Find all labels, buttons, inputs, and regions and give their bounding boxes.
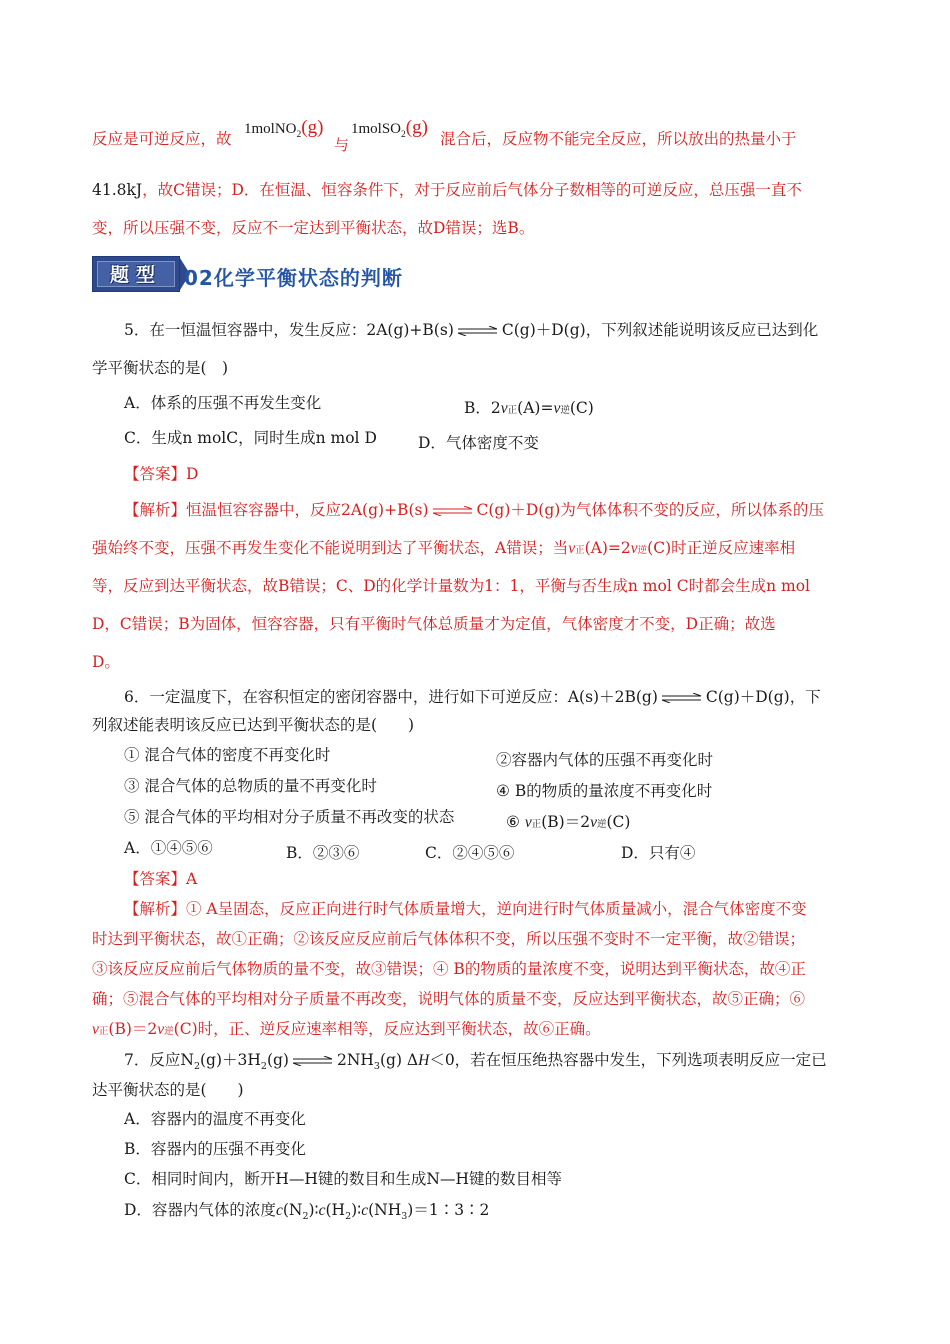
q6-exp5-post: (C)时，正、逆反应速率相等，反应达到平衡状态，故⑥正确。 (173, 1020, 601, 1038)
q7-stem-line-1 (124, 1053, 827, 1072)
subscript: 2 (302, 1211, 309, 1223)
equilibrium-arrow-icon (432, 506, 474, 516)
intro-line-1-post: 混合后，反应物不能完全反应，所以放出的热量小于 (440, 130, 797, 148)
q5-explanation-line-1 (124, 503, 824, 519)
q5-exp1-a: 【解析】恒温恒容容器中，反应2A(g)+B(s) (124, 501, 429, 519)
q5-explanation-line-2 (92, 541, 795, 557)
subscript: 正 (98, 1026, 109, 1037)
q6-item-2: ②容器内气体的压强不再变化时 (496, 751, 714, 769)
q7-optd-p2: (H (325, 1201, 346, 1219)
rate-symbol: v (630, 540, 638, 557)
q6-stem-line-2: 列叙述能表明该反应已达到平衡状态的是( ) (92, 716, 415, 734)
rate-symbol: v (92, 1021, 99, 1038)
q5-explanation-line-4: D，C错误；B为固体，恒容容器，只有平衡时气体总质量才为定值，气体密度才不变，D正确；故选 (92, 615, 776, 633)
state-g: (g) (301, 117, 324, 138)
subscript: 逆 (164, 1026, 174, 1037)
equilibrium-arrow-icon (661, 693, 703, 703)
q6-stem-a: 6．一定温度下，在容积恒定的密闭容器中，进行如下可逆反应：A(s)＋2B(g) (124, 688, 658, 706)
q7-optd-p1b: )∶ (308, 1201, 319, 1219)
formula-so2-text: 1molSO (351, 121, 402, 137)
subscript: 2 (296, 130, 302, 140)
q5-optb-pre: B．2 (464, 399, 501, 417)
section-badge (92, 256, 180, 292)
q6-option-c[interactable]: C．②④⑤⑥ (425, 844, 515, 862)
subscript: 2 (345, 1211, 352, 1223)
q5-explanation-line-3: 等，反应到达平衡状态，故B错误；C、D的化学计量数为1：1，平衡与否生成n mol C时都会生成n mol (92, 577, 810, 595)
rate-symbol: v (568, 540, 576, 557)
formula-no2 (244, 117, 323, 140)
equilibrium-arrow-icon (457, 326, 499, 336)
q6-item-3: ③ 混合气体的总物质的量不再变化时 (124, 777, 377, 795)
subscript: 逆 (637, 545, 648, 556)
q5-optb-mid: (A)= (517, 399, 554, 417)
q7-option-a[interactable]: A．容器内的温度不再变化 (124, 1110, 306, 1128)
q7-stem-a: 7．反应N (124, 1051, 194, 1069)
subscript: 逆 (560, 405, 570, 416)
q6-option-b[interactable]: B．②③⑥ (286, 844, 360, 862)
q5-option-c[interactable]: C．生成n molC，同时生成n mol D (124, 429, 377, 447)
rate-symbol: v (553, 400, 561, 417)
q5-exp2-mid: (A)=2 (584, 539, 631, 557)
q7-option-c[interactable]: C．相同时间内，断开H—H键的数目和生成N—H键的数目相等 (124, 1170, 562, 1188)
q7-stem-b: (g)＋3H (199, 1051, 261, 1069)
q6-exp5-mid: (B)＝2 (108, 1020, 158, 1038)
q5-stem-b: C(g)＋D(g)，下列叙述能说明该反应已达到化 (501, 321, 819, 339)
q5-explanation-line-5: D。 (92, 653, 120, 671)
q5-option-a[interactable]: A．体系的压强不再发生变化 (124, 394, 322, 412)
q7-optd-post: )＝1∶3∶2 (407, 1201, 490, 1219)
q7-optd-p1: (N (282, 1201, 303, 1219)
q7-optd-p2b: )∶ (351, 1201, 362, 1219)
concentration-symbol: c (275, 1202, 283, 1219)
q5-exp2-b: (C)时正逆反应速率相 (647, 539, 796, 557)
q6-option-d[interactable]: D．只有④ (621, 844, 696, 862)
q7-stem-line-2: 达平衡状态的是( ) (92, 1081, 244, 1099)
q6-option-a[interactable]: A．①④⑤⑥ (124, 839, 213, 857)
q6-answer: 【答案】A (124, 870, 198, 888)
q6-explanation-line-4: 确；⑤混合气体的平均相对分子质量不再改变，说明气体的质量不变，反应达到平衡状态，故⑤正确；⑥ (92, 990, 806, 1008)
q7-stem-c: (g) (266, 1051, 289, 1069)
subscript: 逆 (596, 819, 607, 830)
q5-stem-line-2: 学平衡状态的是( ) (92, 359, 229, 377)
subscript: 2 (260, 1061, 267, 1073)
q7-option-b[interactable]: B．容器内的压强不再变化 (124, 1140, 306, 1158)
q7-stem-f: ＜0，若在恒压绝热容器中发生，下列选项表明反应一定已 (429, 1051, 827, 1069)
intro-line-1-pre: 反应是可逆反应，故 (92, 130, 232, 148)
q6-i6-post: (C) (606, 813, 631, 831)
q5-exp1-b: C(g)＋D(g)为气体体积不变的反应，所以体系的压 (476, 501, 824, 519)
intro-line-2 (92, 183, 802, 199)
intro-line-2-text: ，故C错误；D．在恒温、恒容条件下，对于反应前后气体分子数相等的可逆反应，总压强一直不 (142, 181, 802, 199)
q6-item-6 (506, 810, 630, 832)
section-number: 02 (184, 266, 214, 290)
section-title (184, 262, 403, 291)
formula-so2 (351, 117, 428, 140)
rate-symbol: v (524, 814, 532, 831)
q5-stem-line-1 (124, 323, 818, 339)
q7-optd-p3: (NH (368, 1201, 402, 1219)
subscript: 正 (575, 545, 585, 556)
q6-item-4: ④ B的物质的量浓度不再变化时 (496, 782, 713, 800)
q5-answer: 【答案】D (124, 465, 199, 483)
subscript: 正 (507, 405, 518, 416)
subscript: 3 (401, 1211, 408, 1223)
q6-explanation-line-5 (92, 1022, 601, 1038)
state-g: (g) (405, 117, 428, 138)
subscript: 2 (193, 1061, 200, 1073)
subscript: 2 (401, 130, 406, 140)
q5-option-b[interactable] (464, 396, 594, 418)
q6-explanation-line-3: ③该反应反应前后气体物质的量不变，故③错误；④ B的物质的量浓度不变，说明达到平衡状态，故④正 (92, 960, 806, 978)
section-title-text: 化学平衡状态的判断 (213, 266, 403, 290)
concentration-symbol: c (318, 1202, 326, 1219)
q5-stem-a: 5．在一恒温恒容器中，发生反应：2A(g)+B(s) (124, 321, 454, 339)
subscript: 3 (373, 1061, 380, 1073)
q7-stem-e: (g) Δ (379, 1051, 419, 1069)
concentration-symbol: c (361, 1202, 369, 1219)
rate-symbol: v (500, 400, 508, 417)
intro-line-3: 变，所以压强不变，反应不一定达到平衡状态，故D错误；选B。 (92, 219, 535, 237)
q6-explanation-line-1: 【解析】① A呈固态，反应正向进行时气体质量增大，逆向进行时气体质量减小，混合气体密度不变 (124, 900, 807, 918)
q6-item-1: ① 混合气体的密度不再变化时 (124, 746, 331, 764)
equilibrium-arrow-icon (292, 1056, 334, 1066)
rate-symbol: v (157, 1021, 165, 1038)
q6-stem-line-1 (124, 690, 821, 706)
q5-optb-post: (C) (569, 399, 594, 417)
connector-text: 与 (334, 136, 350, 154)
q7-stem-d: 2NH (336, 1051, 374, 1069)
q6-stem-b: C(g)＋D(g)，下 (705, 688, 821, 706)
subscript: 正 (531, 819, 542, 830)
q7-optd-pre: D．容器内气体的浓度 (124, 1201, 276, 1219)
heat-value: 41.8kJ (92, 181, 143, 199)
q6-item-5: ⑤ 混合气体的平均相对分子质量不再改变的状态 (124, 808, 455, 826)
formula-no2-text: 1molNO (244, 121, 297, 137)
rate-symbol: v (590, 814, 597, 831)
q7-option-d[interactable] (124, 1203, 489, 1222)
q6-i6-mid: (B)＝2 (541, 813, 591, 831)
q6-i6-pre: ⑥ (506, 813, 525, 831)
q5-option-d[interactable]: D．气体密度不变 (418, 434, 539, 452)
q5-exp2-a: 强始终不变，压强不再发生变化不能说明到达了平衡状态，A错误；当 (92, 539, 569, 557)
q6-explanation-line-2: 时达到平衡状态，故①正确；②该反应反应前后气体体积不变，所以压强不变时不一定平衡，故②错误； (92, 930, 806, 948)
section-badge-label: 题型 (97, 261, 175, 287)
enthalpy-symbol: H (418, 1052, 430, 1069)
